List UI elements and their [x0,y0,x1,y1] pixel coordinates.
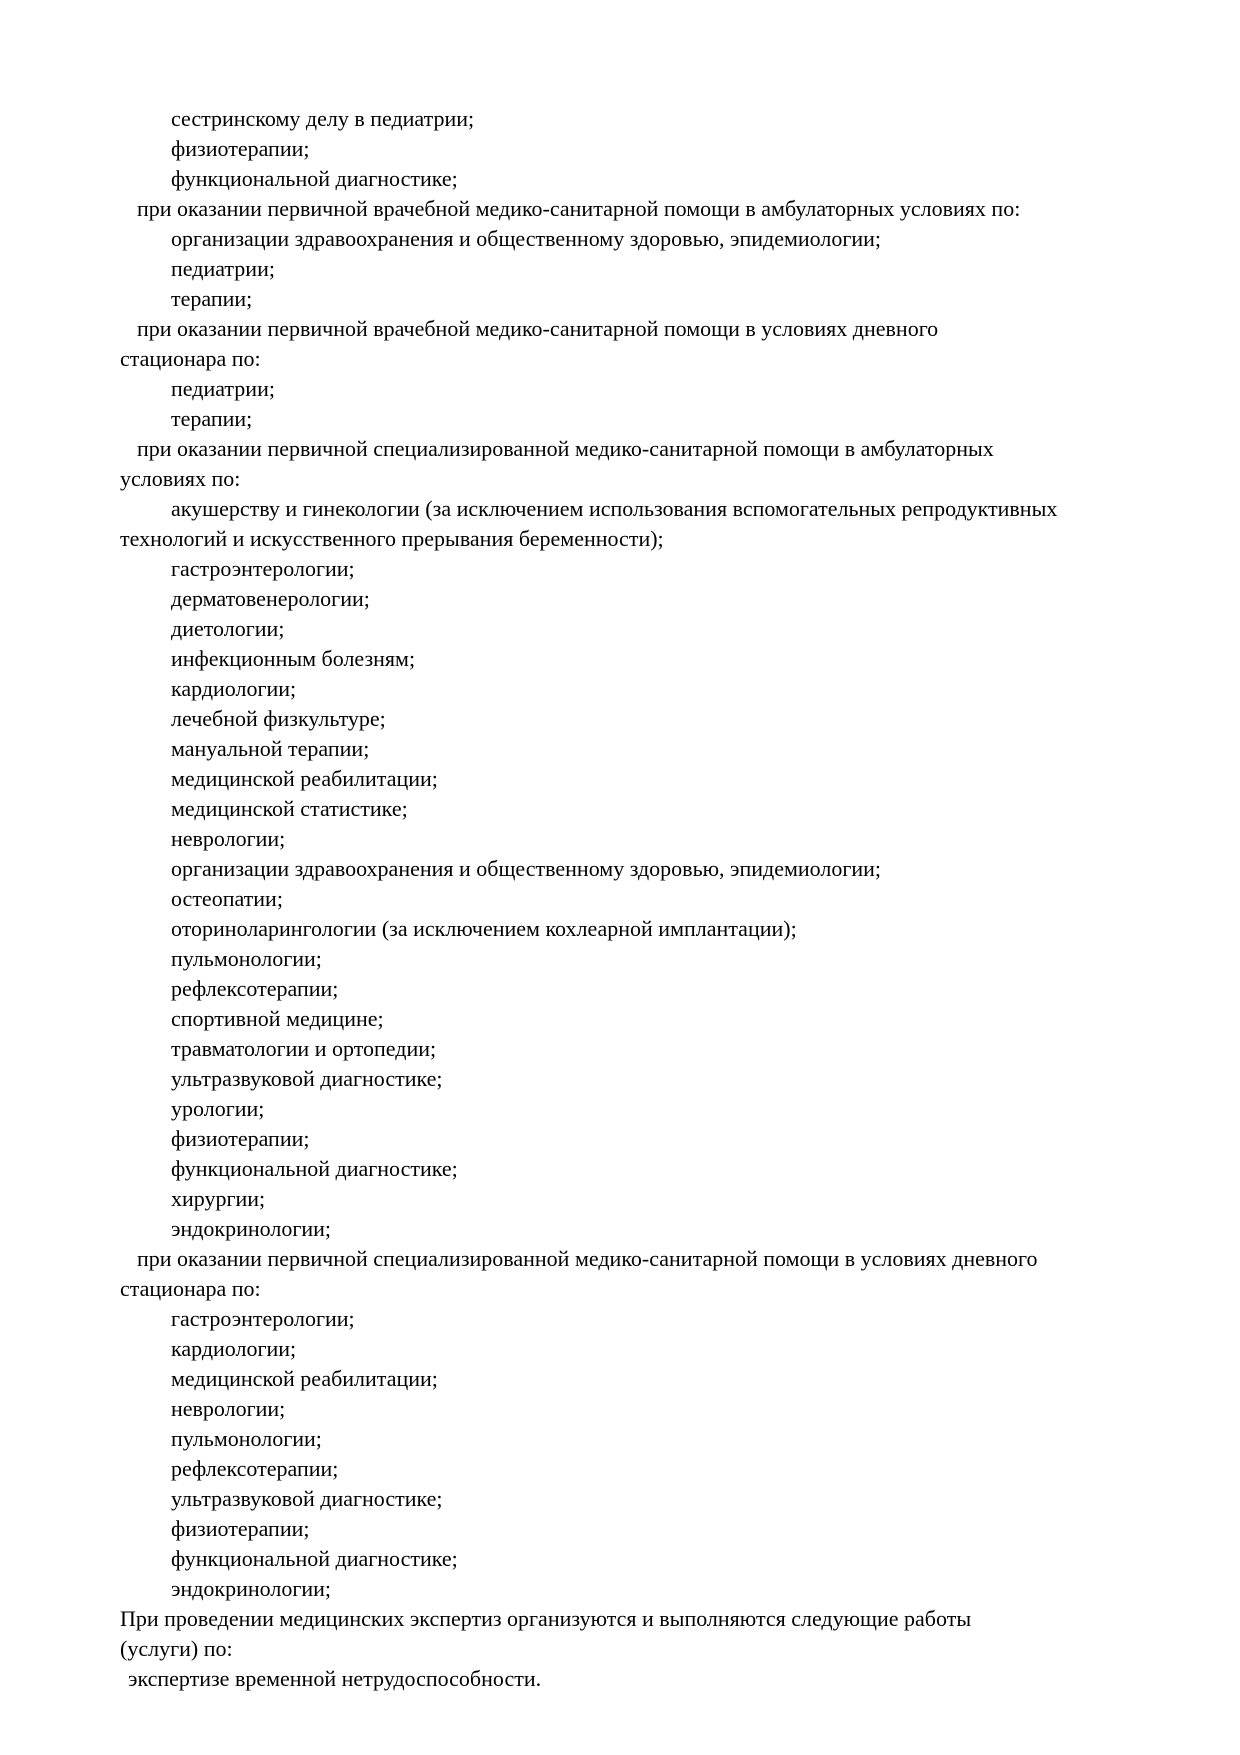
text-line: терапии; [171,286,253,311]
text-line: педиатрии; [171,256,275,281]
text-line: физиотерапии; [171,1516,310,1541]
text-line: гастроэнтерологии; [171,556,355,581]
text-line: терапии; [171,406,253,431]
text-line: ультразвуковой диагностике; [171,1486,443,1511]
text-line: эндокринологии; [171,1216,332,1241]
text-line: экспертизе временной нетрудоспособности. [128,1666,542,1691]
text-line: лечебной физкультуре; [171,706,386,731]
text-line: гастроэнтерологии; [171,1306,355,1331]
text-line: функциональной диагностике; [171,1546,458,1571]
text-line: кардиологии; [171,1336,297,1361]
text-line: сестринскому делу в педиатрии; [171,106,475,131]
text-line: физиотерапии; [171,1126,310,1151]
text-line: при оказании первичной врачебной медико-санитарной помощи в условиях дневного [137,316,939,341]
text-line: пульмонологии; [171,1426,322,1451]
text-line: диетологии; [171,616,285,641]
text-line: медицинской реабилитации; [171,1366,438,1391]
text-line: кардиологии; [171,676,297,701]
text-line: организации здравоохранения и общественному здоровью, эпидемиологии; [171,226,882,251]
text-line: медицинской статистике; [171,796,408,821]
text-line: при оказании первичной специализированной медико-санитарной помощи в условиях дневного [137,1246,1038,1271]
text-line: функциональной диагностике; [171,1156,458,1181]
text-line: при оказании первичной специализированной медико-санитарной помощи в амбулаторных [137,436,994,461]
text-line: урологии; [171,1096,265,1121]
text-line: остеопатии; [171,886,283,911]
text-line: педиатрии; [171,376,275,401]
text-line: хирургии; [171,1186,266,1211]
text-line: дерматовенерологии; [171,586,370,611]
text-line: ультразвуковой диагностике; [171,1066,443,1091]
text-line: инфекционным болезням; [171,646,416,671]
text-line: спортивной медицине; [171,1006,384,1031]
text-line: организации здравоохранения и общественному здоровью, эпидемиологии; [171,856,882,881]
text-line: оториноларингологии (за исключением кохлеарной имплантации); [171,916,797,941]
text-line: эндокринологии; [171,1576,332,1601]
text-line: при оказании первичной врачебной медико-санитарной помощи в амбулаторных условиях по: [137,196,1021,221]
text-line: рефлексотерапии; [171,976,339,1001]
text-line: условиях по: [120,466,241,491]
text-line: функциональной диагностике; [171,166,458,191]
text-line: рефлексотерапии; [171,1456,339,1481]
text-line: стационара по: [120,1276,261,1301]
text-line: неврологии; [171,1396,286,1421]
text-line: (услуги) по: [120,1636,233,1661]
text-line: стационара по: [120,346,261,371]
text-line: травматологии и ортопедии; [171,1036,437,1061]
text-line: неврологии; [171,826,286,851]
text-line: пульмонологии; [171,946,322,971]
text-line: При проведении медицинских экспертиз организуются и выполняются следующие работы [120,1606,972,1631]
text-line: физиотерапии; [171,136,310,161]
text-line: медицинской реабилитации; [171,766,438,791]
text-line: акушерству и гинекологии (за исключением использования вспомогательных репродуктивных [171,496,1058,521]
text-line: технологий и искусственного прерывания беременности); [120,526,664,551]
text-line: мануальной терапии; [171,736,370,761]
